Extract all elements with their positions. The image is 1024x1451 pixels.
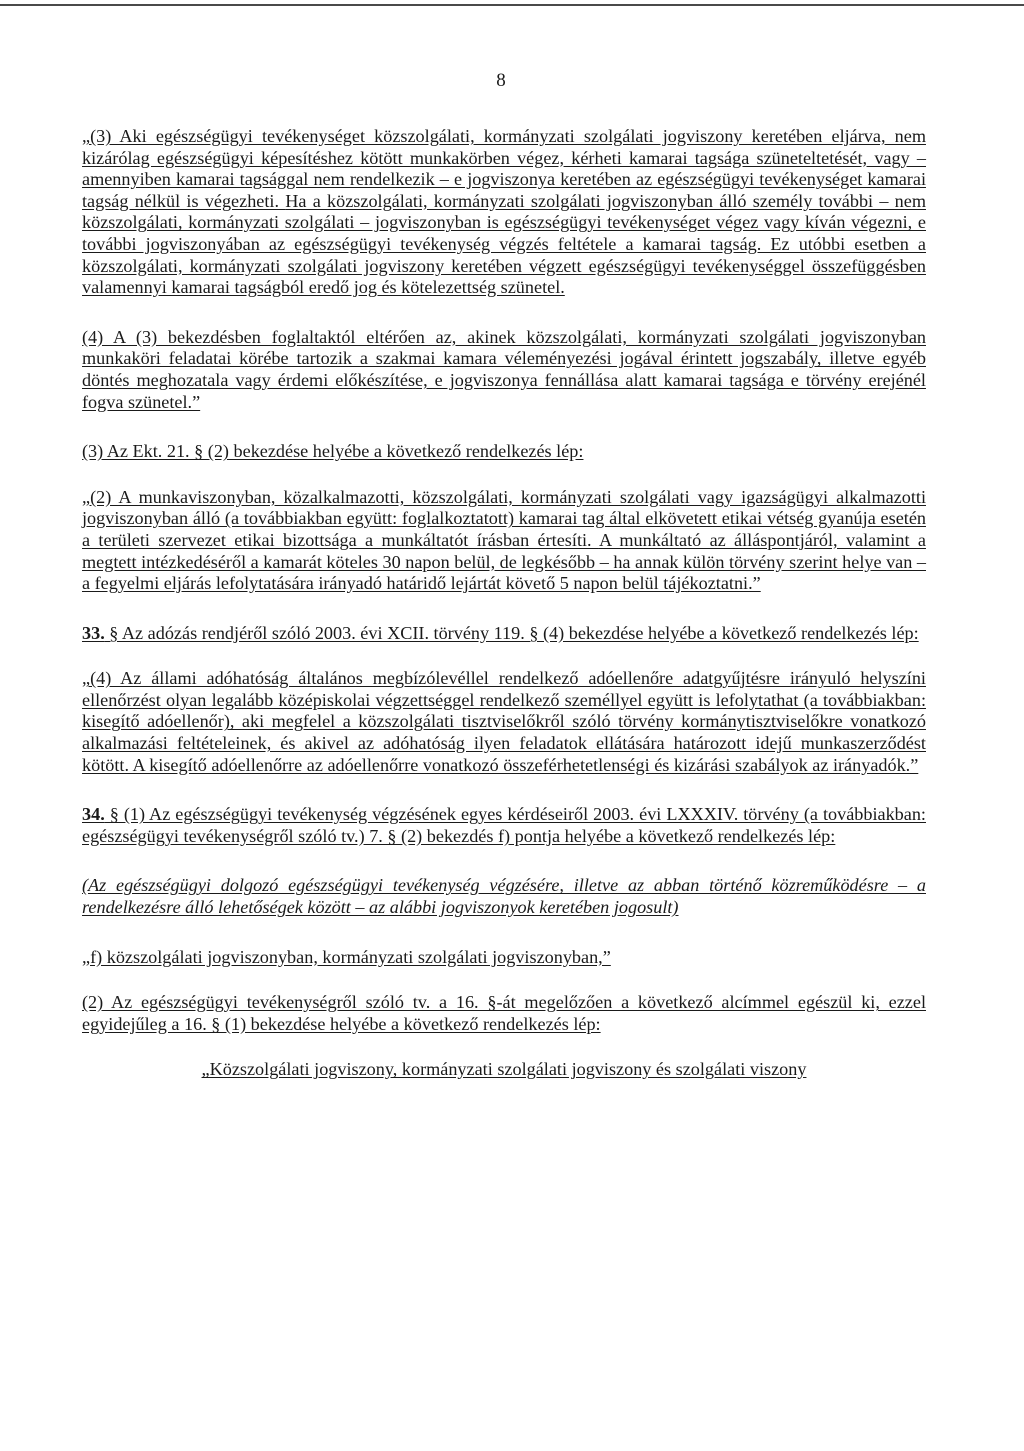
paragraph-3-amendment [82,126,926,299]
paragraph-tax-4: „(4) Az állami adóhatóság általános megbízólevéllel rendelkező adóellenőre adatgyűjtésre irányuló helyszíni ellenőrzést olyan legalább középiskolai végzettséggel rendelkező személlyel együtt is lefolytathat (a továbbiakban: kisegítő adóellenőr), aki megfelel a közszolgálati tisztviselőkről szóló törvény kormánytisztviselőkre vonatkozó alkalmazási feltételeinek, és akivel az adóhatóság ilyen feladatok ellátására határozott idejű munkaszerződést kötött. A kisegítő adóellenőrre az adóellenőrre vonatkozó összeférhetetlenségi és kizárási szabályok az irányadók.” [82,668,926,775]
paragraph-ekt-part-1: „(2) A munkaviszonyban, közalkalmazotti, közszolgálati, kormányzati szolgálati vagy igazságügyi alkalmazotti jogviszonyban álló (a továbbiakban együtt: foglalkoztatott) kamarai tag által elkövetett etikai vétség gyanúja esetén a területi szervezet etikai bizottsága a munkáltatót írásban értesíti. [82,486,926,550]
subtitle-heading: „Közszolgálati jogviszony, kormányzati szolgálati jogviszony és szolgálati viszony [201,1059,807,1080]
paragraph-point-f: „f) közszolgálati jogviszonyban, kormányzati szolgálati jogviszonyban,” [82,946,611,967]
section-34-number: 34. [82,804,105,825]
document-body [82,126,926,1109]
section-34-text: § (1) Az egészségügyi tevékenység végzésének egyes kérdéseiről 2003. évi LXXXIV. törvény (a továbbiakban: egészségügyi tevékenységről szóló tv.) 7. § (2) bekezdés f) pontja helyébe a következő rendelkezés lép: [82,804,926,846]
section-33-number: 33. [82,622,105,643]
paragraph-ekt-intro: (3) Az Ekt. 21. § (2) bekezdése helyébe a következő rendelkezés lép: [82,441,584,462]
page-number: 8 [496,70,506,91]
paragraph-3-part-1: „(3) Aki egészségügyi tevékenységet közszolgálati, kormányzati szolgálati jogviszony keretében eljárva, nem kizárólag egészségügyi képesítéshez kötött munkakörben végez, kérheti kamarai tagsága szüneteltetését, vagy – amennyiben kamarai tagsággal nem rendelkezik – e jogviszonya keretében az egészségügyi tevékenységet kamarai tagság nélkül is végezheti. [82,126,926,211]
paragraph-4-amendment: (4) A (3) bekezdésben foglaltaktól eltérően az, akinek közszolgálati, kormányzati szolgálati jogviszonyban munkaköri feladatai körébe tartozik a szakmai kamara véleményezési jogával érintett jogszabály, illetve egyéb döntés meghozatala vagy érdemi előkészítése, e jogviszonya fennállása alatt kamarai tagsága e törvény erejénél fogva szünetel.” [82,326,926,412]
paragraph-italic-context: (Az egészségügyi dolgozó egészségügyi tevékenység végzésére, illetve az abban történő közreműködésre – a rendelkezésre álló lehetőségek között – az alábbi jogviszonyok keretében jogosult) [82,875,926,918]
section-33-text: § Az adózás rendjéről szóló 2003. évi XCII. törvény 119. § (4) bekezdése helyébe a következő rendelkezés lép: [104,622,919,643]
section-33-heading [82,623,926,645]
paragraph-ekt-part-2: A munkáltató az álláspontjáról, valamint a megtett intézkedéséről a kamarát köteles 30 napon belül, de legkésőbb – ha annak külön törvény szerint helye van – a fegyelmi eljárás lefolytatására irányadó határidő lejártát követő 5 napon belül tájékoztatni.” [82,529,926,594]
section-34-heading [82,804,926,847]
paragraph-ekt-21-2 [82,487,926,595]
scan-edge-line [0,4,1024,6]
paragraph-34-2: (2) Az egészségügyi tevékenységről szóló tv. a 16. §-át megelőzően a következő alcímmel egészül ki, ezzel egyidejűleg a 16. § (1) bekezdése helyébe a következő rendelkezés lép: [82,992,926,1034]
paragraph-3-part-2: Ha a közszolgálati, kormányzati szolgálati jogviszonyban álló személy további – nem közszolgálati, kormányzati szolgálati – jogviszonyban is egészségügyi tevékenységet végez vagy kíván végezni, e további jogviszonyában az egészségügyi tevékenység végzés feltétele a kamarai tagság. Ez utóbbi esetben a közszolgálati, kormányzati szolgálati jogviszony keretében végzett egészségügyi tevékenységgel összefüggésben valamennyi kamarai tagságból eredő jog és kötelezettség szünetel. [82,190,926,298]
